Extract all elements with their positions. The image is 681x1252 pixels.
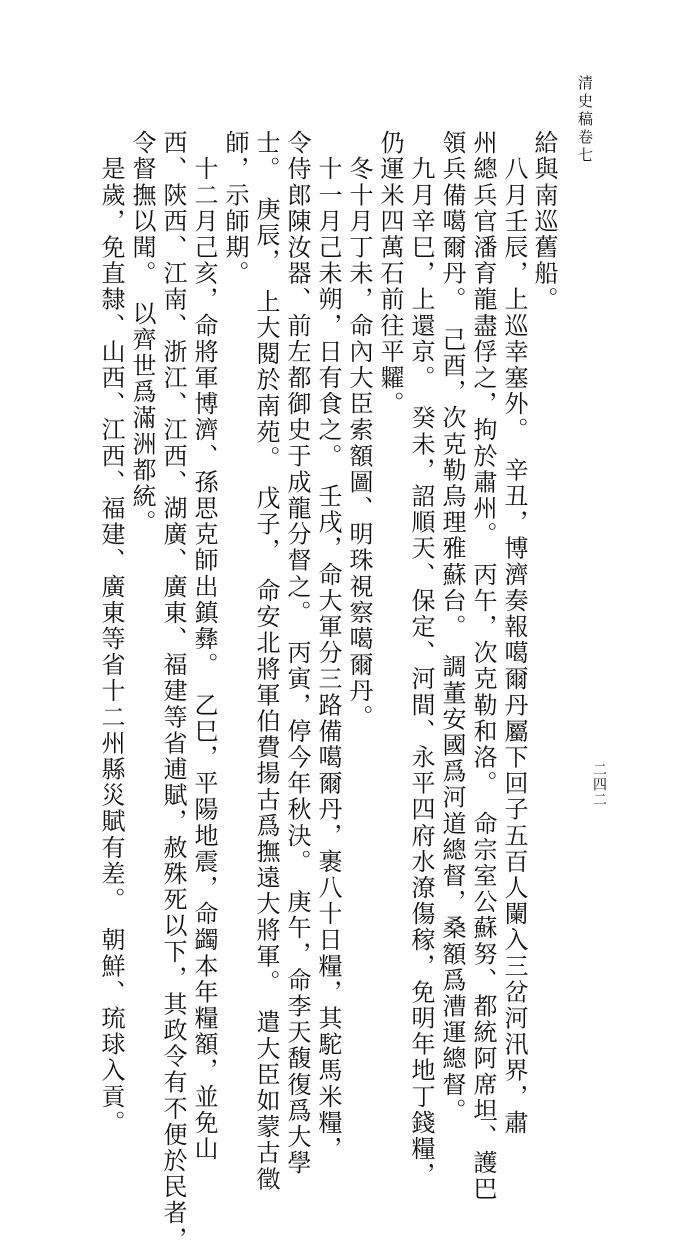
text-column: 領兵備噶爾丹。 己酉，次克勒烏理雅蘇台。 調董安國爲河道總督，桑額爲漕運總督。: [438, 130, 466, 1124]
text-column: 師，示師期。: [221, 130, 249, 287]
text-column: 士。 庚辰， 上大閱於南苑。 戊子， 命安北將軍伯費揚古爲撫遠大將軍。 遣大臣如蒙古徵: [252, 130, 280, 1193]
text-column: 十二月己亥，命將軍博濟、孫思克師出鎮彝。 乙巳，平陽地震，命蠲本年糧額，並免山: [190, 130, 218, 1162]
text-column: 給與南巡舊船。: [530, 130, 558, 313]
text-column: 仍運米四萬石前往平糶。: [376, 130, 404, 418]
text-column: 州總兵官潘育龍盡俘之，拘於肅州。 丙午，次克勒和洛。 命宗室公蘇努、都統阿席坦、護巴: [469, 130, 497, 1203]
text-column: 十一月己未朔，日有食之。 壬戌，命大軍分三路備噶爾丹，裹八十日糧，其駝馬米糧，: [314, 130, 342, 1162]
text-column: 冬十月丁未，命內大臣索額圖、明珠視察噶爾丹。: [345, 130, 373, 731]
text-column: 是歲，免直隸、山西、江西、福建、廣東等省十二州縣災賦有差。 朝鮮、琉球入貢。: [97, 130, 125, 1136]
text-column: 西、陝西、江南、浙江、江西、湖廣、廣東、福建等省逋賦，赦殊死以下，其政令有不便於民者，: [159, 130, 187, 1252]
text-column: 令督撫以聞。 以齊世爲滿洲都統。: [128, 130, 156, 536]
text-column: 九月辛巳，上還京。 癸未，詔順天、保定、河間、永平四府水潦傷稼，免明年地丁錢糧，: [407, 130, 435, 1189]
page-number: 二四二: [591, 762, 607, 807]
text-column: 八月壬辰，上巡幸塞外。 辛丑，博濟奏報噶爾丹屬下回子五百人闌入三岔河汛界，肅: [500, 130, 528, 1136]
book-title: 清史稿卷七: [576, 75, 594, 165]
text-column: 令侍郎陳汝器、前左都御史于成龍分督之。 丙寅，停今年秋決。 庚午，命李天馥復爲大學: [283, 130, 311, 1177]
